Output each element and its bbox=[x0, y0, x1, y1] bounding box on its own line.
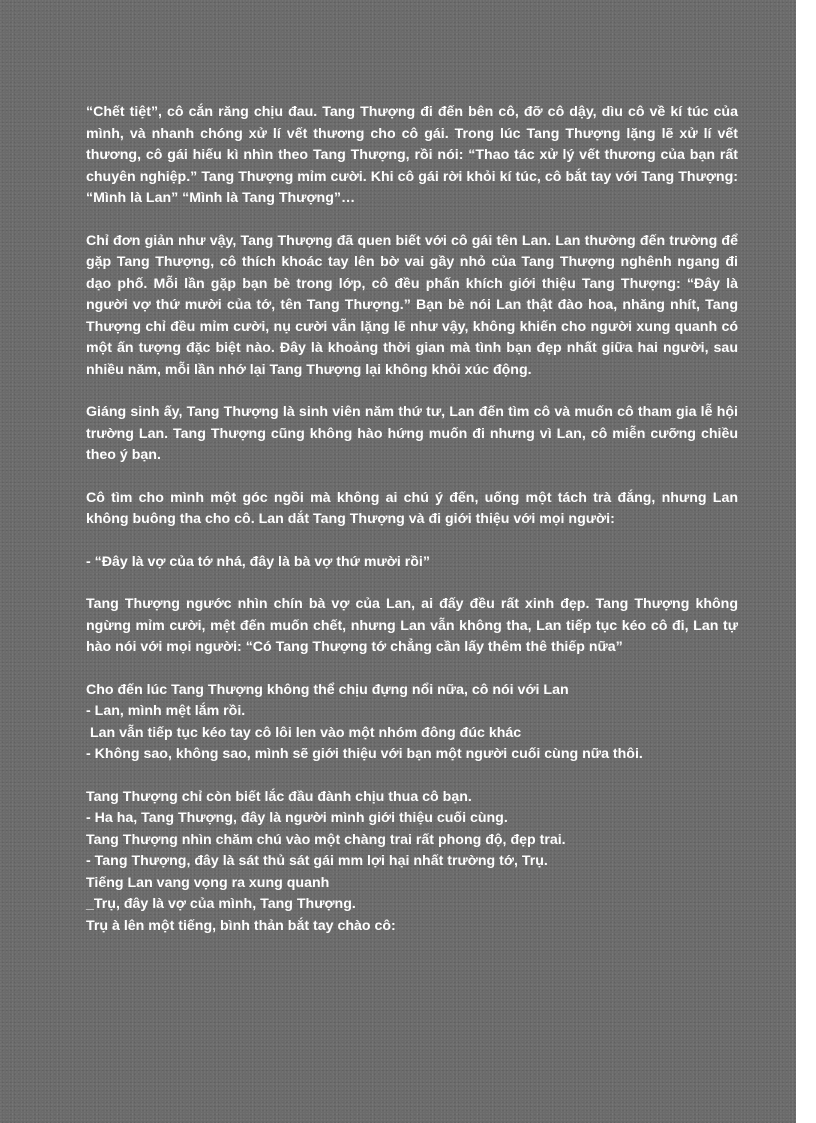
dialogue-line: Lan vẫn tiếp tục kéo tay cô lôi len vào một nhóm đông đúc khác bbox=[86, 724, 522, 741]
dialogue-block-2 bbox=[86, 787, 738, 938]
paragraph-5: - “Đây là vợ của tớ nhá, đây là bà vợ thứ mười rồi” bbox=[86, 553, 430, 570]
paragraph-4: Cô tìm cho mình một góc ngồi mà không ai chú ý đến, uống một tách trà đắng, nhưng Lan không buông tha cho cô. Lan dắt Tang Thượng và đi giới thiệu với mọi người: bbox=[86, 489, 738, 527]
dialogue-line: - Lan, mình mệt lắm rồi. bbox=[86, 703, 246, 719]
dialogue-line: - Không sao, không sao, mình sẽ giới thiệu với bạn một người cuối cùng nữa thôi. bbox=[86, 746, 643, 762]
dialogue-line: Trụ à lên một tiếng, bình thản bắt tay chào cô: bbox=[86, 917, 396, 934]
dialogue-line: _Trụ, đây là vợ của mình, Tang Thượng. bbox=[86, 896, 356, 912]
dialogue-block-1 bbox=[86, 680, 738, 766]
dialogue-line: Cho đến lúc Tang Thượng không thể chịu đựng nổi nữa, cô nói với Lan bbox=[86, 681, 569, 698]
dialogue-line: Tiếng Lan vang vọng ra xung quanh bbox=[86, 874, 330, 891]
dialogue-line: - Ha ha, Tang Thượng, đây là người mình giới thiệu cuối cùng. bbox=[86, 810, 508, 826]
dialogue-line: Tang Thượng chỉ còn biết lắc đầu đành chịu thua cô bạn. bbox=[86, 788, 472, 805]
page-margin bbox=[796, 0, 816, 1123]
story-text bbox=[86, 102, 738, 958]
paragraph-1: “Chết tiệt”, cô cắn răng chịu đau. Tang Thượng đi đến bên cô, đỡ cô dậy, dìu cô về kí túc của mình, và nhanh chóng xử lí vết thương cho cô gái. Trong lúc Tang Thượng lặng lẽ xử lí vết thương, cô gái hiếu kì nhìn theo Tang Thượng, rồi nói: “Thao tác xử lý vết thương của bạn rất chuyên nghiệp.” Tang Thượng mỉm cười. Khi cô gái rời khỏi kí túc, cô bắt tay với Tang Thượng: “Mình là Lan” “Mình là Tang Thượng”… bbox=[86, 104, 738, 206]
paragraph-3: Giáng sinh ấy, Tang Thượng là sinh viên năm thứ tư, Lan đến tìm cô và muốn cô tham gia lễ hội trường Lan. Tang Thượng cũng không hào hứng muốn đi nhưng vì Lan, cô miễn cưỡng chiều theo ý bạn. bbox=[86, 404, 738, 463]
paragraph-6: Tang Thượng ngước nhìn chín bà vợ của Lan, ai đấy đều rất xinh đẹp. Tang Thượng không ngừng mỉm cười, mệt đến muốn chết, nhưng Lan vẫn không tha, Lan tiếp tục kéo cô đi, Lan tự hào nói với mọi người: “Có Tang Thượng tớ chẳng cần lấy thêm thê thiếp nữa” bbox=[86, 596, 738, 655]
dialogue-line: - Tang Thượng, đây là sát thủ sát gái mm lợi hại nhất trường tớ, Trụ. bbox=[86, 853, 548, 869]
paragraph-2: Chỉ đơn giản như vậy, Tang Thượng đã quen biết với cô gái tên Lan. Lan thường đến trường để gặp Tang Thượng, cô thích khoác tay lên bờ vai gầy nhỏ của Tang Thượng nghênh ngang đi dạo phố. Mỗi lần gặp bạn bè trong lớp, cô đều phấn khích giới thiệu Tang Thượng: “Đây là người vợ thứ mười của tớ, tên Tang Thượng.” Bạn bè nói Lan thật đào hoa, nhăng nhít, Tang Thượng chỉ đều mỉm cười, nụ cười vẫn lặng lẽ như vậy, không khiến cho người xung quanh có một ấn tượng đặc biệt nào. Đây là khoảng thời gian mà tình bạn đẹp nhất giữa hai người, sau nhiều năm, mỗi lần nhớ lại Tang Thượng lại không khỏi xúc động. bbox=[86, 232, 738, 378]
dialogue-line: Tang Thượng nhìn chăm chú vào một chàng trai rất phong độ, đẹp trai. bbox=[86, 831, 566, 848]
